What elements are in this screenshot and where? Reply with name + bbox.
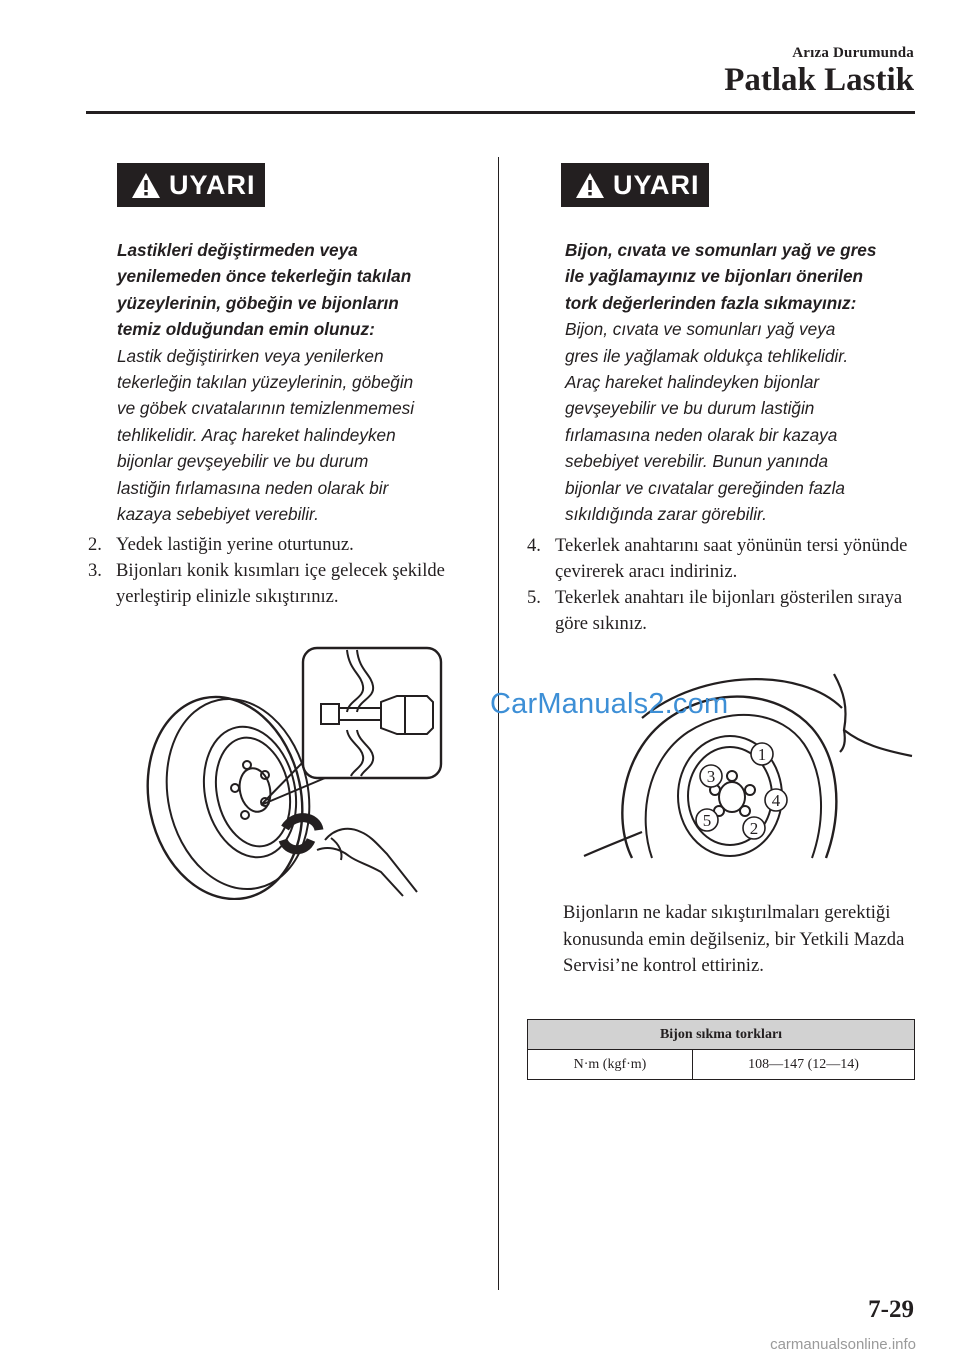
step-number: 2. bbox=[88, 534, 102, 555]
warning-heading-line: tork değerlerinden fazla sıkmayınız: bbox=[565, 292, 857, 313]
step-item bbox=[527, 585, 912, 637]
warning-body-line: Bijon, cıvata ve somunları yağ veya bbox=[565, 319, 836, 340]
warning-body-line: gevşeyebilir ve bu durum lastiğin bbox=[565, 398, 815, 419]
header-rule bbox=[86, 111, 915, 114]
torque-table bbox=[527, 1019, 915, 1080]
step-number: 4. bbox=[527, 535, 541, 556]
sequence-label-1: 1 bbox=[757, 745, 767, 764]
left-warning-text bbox=[117, 237, 487, 527]
page-title: Patlak Lastik bbox=[724, 62, 914, 98]
warning-body-line: tehlikelidir. Araç hareket halindeyken bbox=[117, 424, 396, 445]
step-text: Tekerlek anahtarını saat yönünün tersi yönünde çevirerek aracı indiriniz. bbox=[555, 535, 908, 582]
warning-body-line: bijonlar ve cıvatalar gereğinden fazla bbox=[565, 477, 845, 498]
sequence-label-4: 4 bbox=[771, 791, 781, 810]
step-item bbox=[88, 532, 468, 558]
warning-body-line: fırlamasına neden olarak bir kazaya bbox=[565, 424, 838, 445]
step-number: 5. bbox=[527, 587, 541, 608]
torque-note: Bijonların ne kadar sıkıştırılmaları gerektiği konusunda emin değilseniz, bir Yetkili Mazda Servisi’ne kontrol ettiriniz. bbox=[563, 902, 905, 977]
right-warning-block bbox=[561, 163, 709, 207]
warning-heading-line: temiz olduğundan emin olunuz: bbox=[117, 319, 375, 340]
warning-badge-label: UYARI bbox=[613, 169, 700, 200]
page-number: 7-29 bbox=[868, 1296, 914, 1323]
warning-body-line: sebebiyet verebilir. Bunun yanında bbox=[565, 451, 829, 472]
torque-value-cell: 108—147 (12—14) bbox=[693, 1050, 915, 1080]
warning-heading-line: yüzeylerinin, göbeğin ve bijonların bbox=[117, 292, 399, 313]
warning-badge-label: UYARI bbox=[169, 169, 256, 200]
torque-table-header: Bijon sıkma torkları bbox=[528, 1020, 915, 1050]
right-steps bbox=[527, 533, 912, 637]
warning-triangle-icon bbox=[131, 172, 161, 199]
warning-body-line: Lastik değiştirirken veya yenilerken bbox=[117, 345, 384, 366]
section-label: Arıza Durumunda bbox=[792, 45, 914, 61]
sequence-label-5: 5 bbox=[702, 811, 712, 830]
warning-body-line: bijonlar gevşeyebilir ve bu durum bbox=[117, 451, 369, 472]
torque-unit-cell: N·m (kgf·m) bbox=[528, 1050, 693, 1080]
step-text: Tekerlek anahtarı ile bijonları gösterilen sıraya göre sıkınız. bbox=[555, 587, 903, 634]
warning-body-line: tekerleğin takılan yüzeylerinin, göbeğin bbox=[117, 372, 414, 393]
left-warning-block bbox=[117, 163, 265, 207]
warning-body-line: lastiğin fırlamasına neden olarak bir bbox=[117, 477, 389, 498]
warning-badge bbox=[117, 163, 265, 207]
warning-heading-line: ile yağlamayınız ve bijonları önerilen bbox=[565, 266, 864, 287]
warning-heading-line: Bijon, cıvata ve somunları yağ ve gres bbox=[565, 240, 877, 260]
warning-badge bbox=[561, 163, 709, 207]
right-warning-text bbox=[565, 237, 910, 527]
step-text: Bijonları konik kısımları içe gelecek şekilde yerleştirip elinizle sıkıştırınız. bbox=[116, 560, 445, 607]
warning-body-line: ve göbek cıvatalarının temizlenmemesi bbox=[117, 398, 415, 419]
warning-triangle-icon bbox=[575, 172, 605, 199]
sequence-label-2: 2 bbox=[749, 819, 759, 838]
warning-body-line: Araç hareket halindeyken bijonlar bbox=[565, 372, 820, 393]
step-item bbox=[88, 558, 468, 610]
step-text: Yedek lastiğin yerine oturtunuz. bbox=[116, 534, 354, 555]
column-divider bbox=[498, 157, 499, 1290]
step-number: 3. bbox=[88, 560, 102, 581]
warning-heading-line: yenilemeden önce tekerleğin takılan bbox=[117, 266, 412, 287]
watermark: CarManuals2.com bbox=[490, 688, 729, 720]
warning-body-line: sıkıldığında zarar görebilir. bbox=[565, 504, 767, 525]
left-steps bbox=[88, 532, 468, 610]
lug-nut-install-illustration bbox=[135, 640, 445, 900]
warning-body-line: kazaya sebebiyet verebilir. bbox=[117, 504, 319, 525]
step-item bbox=[527, 533, 912, 585]
warning-heading-line: Lastikleri değiştirmeden veya bbox=[117, 240, 358, 260]
sequence-label-3: 3 bbox=[706, 767, 716, 786]
footer-watermark: carmanualsonline.info bbox=[770, 1336, 916, 1353]
warning-body-line: gres ile yağlamak oldukça tehlikelidir. bbox=[565, 345, 849, 366]
